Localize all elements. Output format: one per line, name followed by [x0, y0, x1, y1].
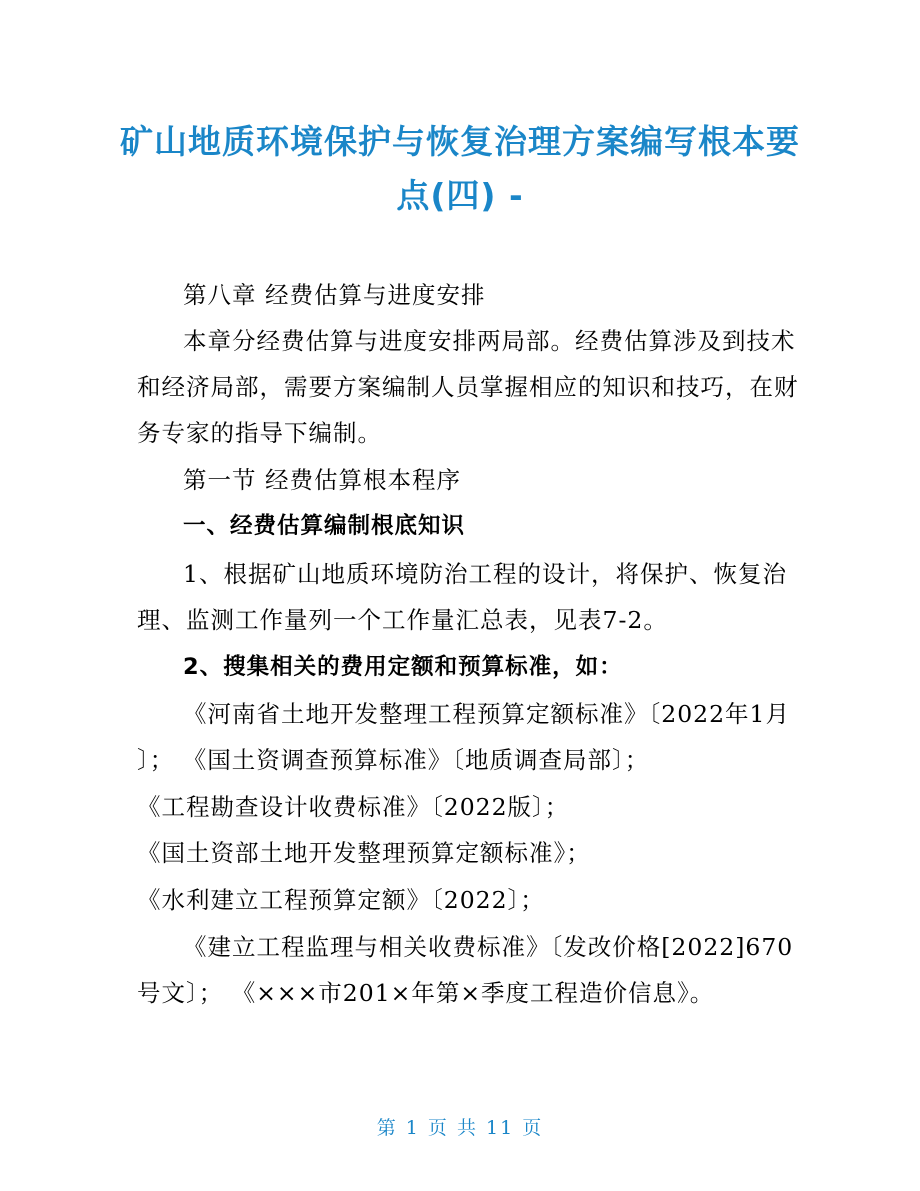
section-heading: 第一节 经费估算根本程序 — [183, 466, 461, 494]
item-1-line-2: 理、监测工作量列一个工作量汇总表，见表7-2。 — [137, 606, 668, 634]
document-title-line-2: 点(四) - — [396, 176, 524, 215]
intro-paragraph-line-1: 本章分经费估算与进度安排两局部。经费估算涉及到技术 — [183, 327, 796, 355]
reference-line-7: 号文〕； 《×××市201×年第×季度工程造价信息》。 — [137, 979, 715, 1007]
page-number-footer: 第 1 页 共 11 页 — [376, 1117, 544, 1139]
reference-line-2: 〕； 《国土资调查预算标准》〔地质调查局部〕； — [137, 746, 650, 774]
sub-heading: 一、经费估算编制根底知识 — [183, 513, 466, 539]
reference-line-1: 《河南省土地开发整理工程预算定额标准》〔2022年1月 — [183, 700, 791, 728]
intro-paragraph-line-2: 和经济局部，需要方案编制人员掌握相应的知识和技巧，在财 — [137, 373, 799, 401]
chapter-heading: 第八章 经费估算与进度安排 — [183, 281, 486, 309]
reference-line-4: 《国土资部土地开发整理预算定额标准》； — [137, 839, 591, 867]
reference-line-5: 《水利建立工程预算定额》〔2022〕； — [137, 886, 545, 914]
document-title-line-1: 矿山地质环境保护与恢复治理方案编写根本要 — [120, 122, 800, 161]
item-2-heading: 2、搜集相关的费用定额和预算标准，如： — [183, 654, 623, 680]
reference-line-3: 《工程勘查设计收费标准》〔2022版〕； — [137, 793, 570, 821]
item-1-line-1: 1、根据矿山地质环境防治工程的设计，将保护、恢复治 — [183, 560, 787, 588]
intro-paragraph-line-3: 务专家的指导下编制。 — [137, 419, 382, 447]
reference-line-6: 《建立工程监理与相关收费标准》〔发改价格[2022]670 — [183, 933, 794, 961]
